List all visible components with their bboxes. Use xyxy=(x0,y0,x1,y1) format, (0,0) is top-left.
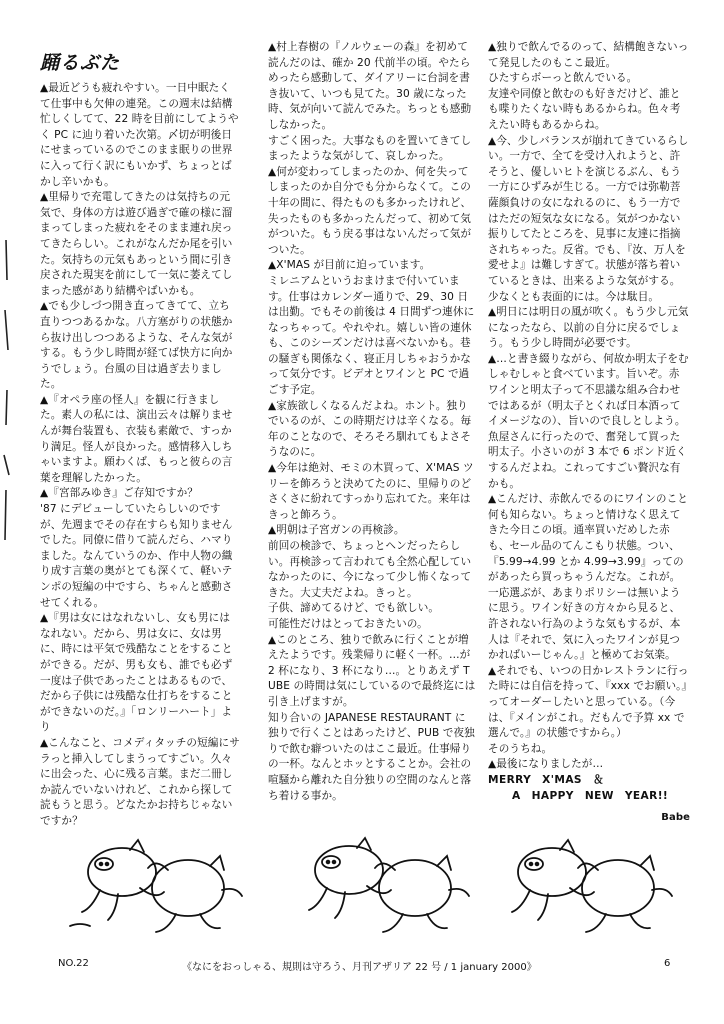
author-signature: Babe xyxy=(661,812,690,824)
paragraph: ▲『宮部みゆき』ご存知ですか？ xyxy=(40,487,198,500)
paragraph: ▲独りで飲んでるのって、結構飽きないって発見したのもここ最近。 xyxy=(488,41,689,69)
paragraph: ▲このところ、独りで飲みに行くことが増えたようです。残業帰りに軽く一杯。…が 2 杯になり、3 杯になり…。とりあえず TUBE の時間は気にしているので最終迄には引き上げますが。 xyxy=(268,633,476,708)
issue-number: NO.22 xyxy=(58,958,89,969)
holiday-greeting-line-1: MERRY X'MAS ＆ xyxy=(488,773,604,786)
dancing-pigs-illustration xyxy=(490,830,690,940)
paragraph: 知り合いの JAPANESE RESTAURANT に独りで行くことはあったけど、PUB で夜独りで飲む癖ついたのはここ最近。仕事帰りの一杯。なんとホッとすることか。会社の喧騒から離れた自分独りの空間のなんと落ち着ける事か。 xyxy=(268,711,475,802)
paragraph: ▲…と書き綴りながら、何故か明太子をむしゃむしゃと食べています。旨いぞ。赤ワインと明太子って不思議な組み合わせではあるが（明太子とくれば日本酒ってイメージなの）、旨いので良しとしよう。魚屋さんに行ったので、奮発して買った明太子。小さいのが 3 本で 6 ポンド近くするんだよね。これってすごい贅沢な有かも。 xyxy=(488,352,689,490)
page-number: 6 xyxy=(664,958,671,969)
paragraph: ▲明朝は子宮ガンの再検診。 xyxy=(268,524,405,537)
paragraph: 前回の検診で、ちょっとヘンだったらしい。再検診って言われても全然心配していなかったのに、今になって少し怖くなってきた。大丈夫だよね。きっと。 xyxy=(268,540,472,599)
footer-tagline: 《なにをおっしゃる、規則は守ろう、月刊アザリア 22 号 / 1 january 2000》 xyxy=(182,962,537,973)
paragraph: そのうちね。 xyxy=(488,742,553,755)
paragraph: ひたすらボーっと飲んでいる。 xyxy=(488,72,638,85)
paragraph: ▲今、少しバランスが崩れてきているらしい。一方で、全てを受け入れようと、許そうと、優しいヒトを演じるぶん、もう一方にひずみが生じる。一方では弥勒菩薩顔負けの女になれるのに、もう一方ではただの短気な女になる。気がつかない振りしてたところを、見事に友達に指摘されちゃった。反省。でも、『汝、万人を愛せよ』は難しすぎて。状態が落ち着いているときは、出来るような気がする。少なくとも表面的には。今は駄目。 xyxy=(488,134,689,303)
paragraph: ミレニアムというおまけまで付いています。仕事はカレンダー通りで、29、30 日は出勤。でもその前後は 4 日間ずつ連休になっちゃって。やれやれ。嬉しい皆の連休も、このシーズンだけは喜べないかも。巷の騒ぎも関係なく、寝正月しちゃおうかなって気分です。ビデオとワインと PC で過ごす予定。 xyxy=(268,274,475,397)
dancing-pigs-illustration xyxy=(60,830,260,940)
paragraph: ▲何が変わってしまったのか、何を失ってしまったのか自分でも分からなくて。この十年の間に、得たものも多かったけれど、失ったものも多かったんだって、初めて気がついた。もう戻る事はないんだって気がついた。 xyxy=(268,165,472,256)
paragraph: ▲『男は女にはなれないし、女も男にはなれない。だから、男は女に、女は男に、時には平気で残酷なことをすることができる。だが、男も女も、誰でも必ず一度は子供であったことはあるもので、だから子供には残酷な仕打ちをすることができないのだ。』「ロンリーハート」より xyxy=(40,612,233,734)
paragraph: 友達や同僚と飲むのも好きだけど、誰とも喋りたくない時もあるからね。色々考えたい時もあるからね。 xyxy=(488,87,681,131)
paragraph: 一応選ぶが、あまりポリシーは無いように思う。ワイン好きの方々から見ると、許されない行為のような気もするが、本人は『それで、気に入ったワインが見つかればいーじゃん。』と極めてお気楽。 xyxy=(488,586,681,662)
paragraph: ▲『オペラ座の怪人』を観に行きました。素人の私には、演出云々は解りませんが舞台装置も、衣装も素敵で、すっかり満足。怪人が良かった。感情移入しちゃいますよ。願わくば、もっと彼らの言葉を理解したかった。 xyxy=(40,393,233,484)
paragraph: ▲それでも、いつの日かレストランに行った時には自信を持って、『xxx でお願い。』ってオーダーしたいと思っている。（今は、『メインがこれ。だもんで予算 xx で選んで。』の状態ですから。） xyxy=(488,664,689,740)
paragraph: ▲最後になりましたが… xyxy=(488,758,604,771)
paragraph: ▲こんだけ、赤飲んでるのにワインのこと何も知らない。ちょっと情けなく思えてきた今日この頃。通率買いだめした赤も、セール品のてんこもり状態。つい、『5.99→4.99 とか 4.99→3.99』ってのがあったら買っちゃうんだな。これが。 xyxy=(488,493,688,584)
paragraph: 可能性だけはとっておきたいの。 xyxy=(268,617,428,630)
paragraph: ▲里帰りで充電してきたのは気持ちの元気で、身体の方は遊び過ぎで確の様に溜まってしまった疲れをそのまま連れ戻ってきたらしい。これがなんだか尾を引いた。気持ちの元気もあっという間に引き戻された現実を前にして一気に萎えてしまった感があり結構やばいかも。 xyxy=(40,191,233,297)
paragraph: ▲X'MAS が目前に迫っています。 xyxy=(268,259,431,272)
paragraph: 子供、諦めてるけど、でも欲しい。 xyxy=(268,602,440,615)
paragraph: ▲こんなこと、コメディタッチの短編にサラっと挿入してしまうってすごい。久々に出会った、心に残る言葉。まだ二冊しか読んでいないけれど、これから探して読もうと思う。どなたかお持ちじゃないですか？ xyxy=(40,736,240,827)
paragraph: ▲村上春樹の『ノルウェーの森』を初めて読んだのは、確か 20 代前半の頃。やたらめったら感動して、ダイアリーに台詞を書き抜いて、いつも見てた。30 歳になった時、気が向いて読んでみた。ちっとも感動しなかった。 xyxy=(268,41,472,131)
text-column-1 xyxy=(40,52,240,830)
page-footer xyxy=(0,958,724,976)
paragraph: ▲家族欲しくなるんだよね。ホント。独りでいるのが、この時期だけは辛くなる。毎年のことなので、そろそろ馴れてもよさそうなのに。 xyxy=(268,399,472,459)
dancing-pigs-illustration xyxy=(285,830,485,940)
paragraph: ▲明日には明日の風が吹く。もう少し元気になったなら、以前の自分に戻るでしょう。もう少し時間が必要です。 xyxy=(488,306,689,350)
holiday-greeting-line-2: A HAPPY NEW YEAR!! xyxy=(512,789,669,802)
paragraph: ▲でも少しづつ開き直ってきてて、立ち直りつつあるかな。八方塞がりの状態から抜け出しつつあるような、そんな気がする。もう少し時間が経てば快方に向かうでしょう。台風の目は過ぎ去りました。 xyxy=(40,300,233,391)
scan-edge-marks xyxy=(2,240,16,540)
paragraph: '87 にデビューしていたらしいのですが、先週までその存在すらも知りませんでした。同僚に借りて読んだら、ハマりました。なんていうのか、作中人物の織り成す言葉の奥がとても深くて、軽いテンポの短編の中ですら、ちゃんと感動させてくれる。 xyxy=(40,503,233,609)
text-column-2 xyxy=(268,40,476,804)
text-column-3 xyxy=(488,40,690,826)
paragraph: すごく困った。大事なものを置いてきてしまったような気がして、哀しかった。 xyxy=(268,134,472,163)
paragraph: ▲最近どうも疲れやすい。一日中眠たくて仕事中も欠伸の連発。この週末は結構忙しくしてて、22 時を目前にしてようやく PC に辿り着いた次第。〆切が明後日にせまっているのでこのまま眠りの世界に入って行く訳にもいかず、ちょっとばかし辛いかも。 xyxy=(40,82,239,188)
paragraph: ▲今年は絶対、モミの木買って、X'MAS ツリーを飾ろうと決めてたのに、里帰りのどさくさに紛れてすっかり忘れてた。来年はきっと飾ろう。 xyxy=(268,462,474,521)
article-title: 踊るぶた xyxy=(40,52,121,74)
